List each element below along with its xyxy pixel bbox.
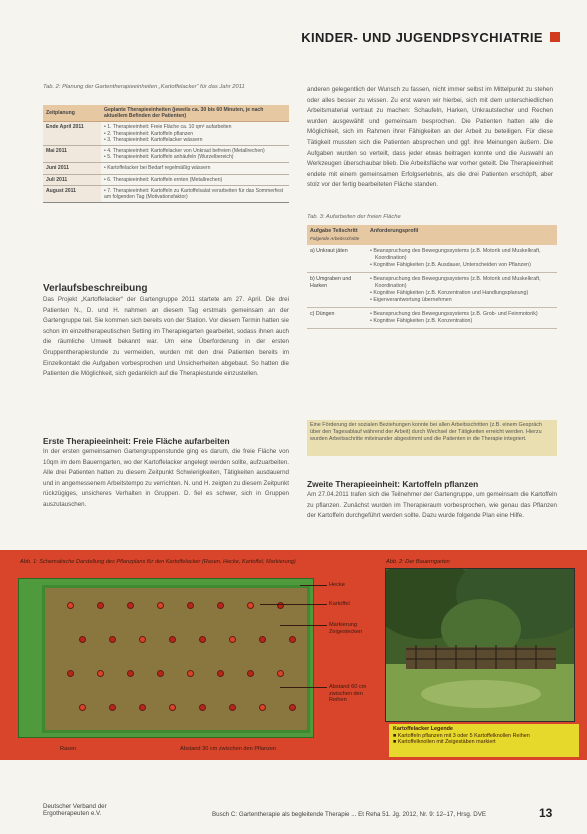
table2-unit-item: • 4. Therapieeinheit: Kartoffelacker von Unkraut befreien (Metallrechen) <box>104 148 265 155</box>
potato-plant-marker <box>217 670 224 677</box>
table2-unit-item: • 3. Therapieeinheit: Kartoffelacker wässern <box>104 136 203 143</box>
table3-profile-item: • Kognitive Fähigkeiten (z.B. Konzentration und Handlungsplanung) <box>370 290 529 296</box>
table2-unit-item: • 6. Therapieeinheit: Kartoffeln ernten (Metallrechen) <box>104 176 223 183</box>
potato-plant-marker <box>229 636 236 643</box>
label-rasen: Rasen <box>60 746 77 752</box>
legend-item-2: Kartoffelknollen mit Zeigestäben markiert <box>397 739 496 746</box>
paragraph-right-top: anderen gelegentlich der Wunsch zu fassen, nicht immer selbst im Mittelpunkt zu stehen oder alles besser zu wissen. Zu erst waren wir hierbei, sich mit dem unterschiedlichen Arbeitsmaterial vertraut zu machen: Schaufeln, Harken, Unkrautstecher und Rechen wurden ausgewählt und gemeinsam besprochen. Die Patienten hatten alle die Möglichkeit, sich im Rahmen ihrer Fähigkeiten an der Arbeit zu beteiligen. Für diese Tätigkeit mussten sich die Patienten absprechen und ggf. ihre Meinungen äußern. Die Aufgaben wurden so verteilt, dass jeder etwas beitragen konnte und die Auswahl an Werkzeugen überschaubar blieb. Die Arbeitsfläche war vorher geteilt. Die Therapieeinheit endete mit einem gemeinsamen Erfolgserlebnis, als die drei Patienten erschöpft, aber stolz vor der fertig bearbeiteten Fläche standen. <box>307 86 553 189</box>
table2-unit-item: • Kartoffelacker bei Bedarf regelmäßig wässern <box>104 165 211 172</box>
table3-cell-task: a) Unkraut jäten <box>307 245 367 273</box>
paragraph-zweite-einheit: Am 27.04.2011 trafen sich die Teilnehmer der Gartengruppe, um gemeinsam die Kartoffeln zu pflanzen. Zunächst wurden im Therapieraum vorbesprochen, wie genau das Pflanzen der Kartoffeln durchgeführt werden sollte. Dazu wurde folgende Plan eine Hilfe. <box>307 491 557 520</box>
leader-kartoffel <box>260 604 327 605</box>
leader-abstand <box>280 687 327 688</box>
potato-plant-marker <box>127 670 134 677</box>
table3-header-task <box>307 225 367 245</box>
potato-plant-marker <box>259 704 266 711</box>
table3-cell-profile <box>367 273 557 308</box>
table2-header-units: Geplante Therapieeinheiten (jeweils ca. 30 bis 60 Minuten, je nach aktuellem Befinden der Patienten) <box>101 105 289 122</box>
potato-plant-marker <box>169 704 176 711</box>
label-markierung: Markierung Zeigestecken <box>329 622 363 635</box>
potato-plant-marker <box>277 670 284 677</box>
table3-row <box>307 308 557 329</box>
table2-cell-time: Mai 2011 <box>43 146 101 163</box>
table2-cell-units <box>101 163 289 174</box>
table2-row <box>43 174 289 185</box>
garden-photo-illustration <box>386 569 575 722</box>
legend-title: Kartoffelacker Legende <box>393 726 453 732</box>
label-abstand-pflanzen: Abstand 30 cm zwischen den Pflanzen <box>180 746 277 752</box>
section-title: KINDER- UND JUGENDPSYCHIATRIE <box>301 30 543 45</box>
label-kartoffel: Kartoffel <box>329 601 350 607</box>
label-abstand-reihen: Abstand 60 cm zwischen den Reihen <box>329 684 367 704</box>
figure2-caption: Abb. 2: Der Bauerngarten <box>386 559 450 565</box>
potato-plant-marker <box>229 704 236 711</box>
table2-cell-units <box>101 185 289 202</box>
table3-cell-task: c) Düngen <box>307 308 367 329</box>
potato-plant-marker <box>187 602 194 609</box>
potato-plant-marker <box>79 636 86 643</box>
table3-profile-item: • Kognitive Fähigkeiten (z.B. Konzentration) <box>370 318 473 324</box>
potato-plant-marker <box>289 704 296 711</box>
potato-plant-marker <box>97 602 104 609</box>
table2-cell-time: August 2011 <box>43 185 101 202</box>
table2-cell-time: Juli 2011 <box>43 174 101 185</box>
table2-cell-units <box>101 174 289 185</box>
potato-plant-marker <box>199 704 206 711</box>
table2-unit-item: • 2. Therapieeinheit: Kartoffeln pflanzen <box>104 130 194 137</box>
table3 <box>307 225 557 329</box>
potato-plant-marker <box>217 602 224 609</box>
legend-item: ■ Kartoffeln pflanzen mit 3 oder 5 Kartoffelknollen Reihen <box>393 732 530 739</box>
section-marker-square <box>550 32 560 42</box>
potato-plant-marker <box>139 636 146 643</box>
potato-plant-marker <box>79 704 86 711</box>
table3-cell-profile <box>367 308 557 329</box>
potato-plant-marker <box>67 670 74 677</box>
table2-cell-units <box>101 146 289 163</box>
table2 <box>43 105 289 203</box>
page-number: 13 <box>539 806 553 820</box>
table3-profile-item: • Kognitive Fähigkeiten (z.B. Ausdauer, Unterscheiden von Pflanzen) <box>370 262 531 268</box>
table2-row <box>43 163 289 174</box>
table3-row <box>307 245 557 273</box>
table3-note: Eine Förderung der sozialen Beziehungen konnte bei allen Arbeitsschritten (z.B. einem Gespräch über den Tagesablauf während der Arbeit) durch Wechsel der Tätigkeiten erreicht werden. Hierzu wurden Arbeitsschritte miteinander abgestimmt und die Patienten in die Therapie integriert. <box>307 420 557 456</box>
table3-cell-task: b) Umgraben und Harken <box>307 273 367 308</box>
potato-plant-marker <box>199 636 206 643</box>
table3-profile-item: • Beanspruchung des Bewegungssystems (z.B. Motorik und Muskelkraft, Koordination) <box>370 248 541 261</box>
table3-header-task-sub: Folgende Arbeitsschritte <box>310 236 360 241</box>
label-hecke: Hecke <box>329 582 345 588</box>
heading-erste-therapieeinheit: Erste Therapieeinheit: Freie Fläche aufarbeiten <box>43 436 230 446</box>
potato-plant-marker <box>97 670 104 677</box>
table2-cell-units <box>101 122 289 146</box>
potato-plant-marker <box>169 636 176 643</box>
paragraph-erste-einheit: In der ersten gemeinsamen Gartengruppenstunde ging es darum, die freie Fläche von 10qm im dem Bauerngarten, wo der Kartoffelacker angelegt werden sollte, aufzuarbeiten. Alle drei Patienten hatten zu diesem Zeitpunkt Schwierigkeiten, Tätigkeiten ausdauernd und in angemessenem Arbeitstempo zu verrichten. N. und H. zeigten zu diesem Zeitpunkt rückzügiges, unsicheres Verhalten in Gruppen. D. fiel es schwer, sich in Gruppen auszutauschen. <box>43 448 289 508</box>
heading-verlaufsbeschreibung: Verlaufsbeschreibung <box>43 283 148 294</box>
leader-hecke <box>300 585 327 586</box>
potato-plant-marker <box>157 670 164 677</box>
potato-field <box>42 585 310 733</box>
garden-photo <box>385 568 575 722</box>
footer-org-line2: Ergotherapeuten e.V. <box>43 810 102 818</box>
table3-profile-item: • Eigenverantwortung übernehmen <box>370 297 452 303</box>
legend-item-1: Kartoffeln pflanzen mit 3 oder 5 Kartoffelknollen Reihen <box>397 732 530 739</box>
legend-item: ■ Kartoffelknollen mit Zeigestäben markiert <box>393 739 496 746</box>
footer-citation: Busch C: Gartentherapie als begleitende Therapie ... Et Reha 51. Jg. 2012, Nr. 9: 12–17, Hrsg. DVE <box>212 811 487 818</box>
photo-legend <box>389 724 579 757</box>
potato-plant-marker <box>139 704 146 711</box>
table3-cell-profile <box>367 245 557 273</box>
table2-row <box>43 122 289 146</box>
table3-caption: Tab. 3: Aufarbeiten der freien Fläche <box>307 214 401 220</box>
table3-header-profile: Anforderungsprofil <box>367 225 557 245</box>
potato-plant-marker <box>157 602 164 609</box>
paragraph-verlauf: Das Projekt „Kartoffelacker“ der Gartengruppe 2011 startete am 27. April. Die drei Patienten N., D. und H. nahmen an diesem Tag erstmals gemeinsam an der Gartengruppe teil. Sie kommen sich bereits von der Station. Vor diesem Termin hatten sie schon im einzeltherapeutischen Setting im Therapiegarten gearbeitet, sodass ihnen auch die räumliche Umwelt bekannt war. Um eine Überforderung in der ersten Gruppentherapiestunde zu vermeiden, wurden mit den drei Patienten bereits im Einzelkontakt die Aufgaben vorbesprochen und Unsicherheiten abgebaut. So hatten die Patienten die Möglichkeit, sich gedanklich auf die Therapiestunde einzustellen. <box>43 296 289 378</box>
table2-unit-item: • 7. Therapieeinheit: Kartoffeln zu Kartoffelsalat verarbeiten für das Sommerfest am folgenden Tag (Motivationsfaktor) <box>104 187 284 201</box>
table2-unit-item: • 1. Therapieeinheit: Freie Fläche ca. 10 qm² aufarbeiten <box>104 124 232 131</box>
potato-plant-marker <box>187 670 194 677</box>
potato-plant-marker <box>289 636 296 643</box>
potato-plant-marker <box>67 602 74 609</box>
table2-row <box>43 185 289 202</box>
footer-org-line1: Deutscher Verband der <box>43 803 107 810</box>
table2-header-time: Zeitplanung <box>43 105 101 122</box>
table3-profile-item: • Beanspruchung des Bewegungssystems (z.B. Grob- und Feinmotorik) <box>370 311 538 317</box>
table3-header-task-label: Aufgabe Teilschritt <box>310 228 358 234</box>
heading-zweite-therapieeinheit: Zweite Therapieeinheit: Kartoffeln pflanzen <box>307 479 479 489</box>
table2-caption: Tab. 2: Planung der Gartentherapieeinheiten „Kartoffelacker“ für das Jahr 2011 <box>43 84 245 90</box>
table3-row <box>307 273 557 308</box>
potato-plant-marker <box>259 636 266 643</box>
potato-plant-marker <box>109 636 116 643</box>
figure1-caption: Abb. 1: Schematische Darstellung des Pflanzplans für den Kartoffelacker (Rasen, Hecke, Kartoffel, Markierung) <box>20 559 296 565</box>
potato-plant-marker <box>247 602 254 609</box>
table2-cell-time: Juni 2011 <box>43 163 101 174</box>
potato-plant-marker <box>247 670 254 677</box>
footer-org <box>43 803 107 818</box>
leader-markierung <box>280 625 327 626</box>
table2-cell-time: Ende April 2011 <box>43 122 101 146</box>
potato-plant-marker <box>109 704 116 711</box>
potato-plant-marker <box>127 602 134 609</box>
table2-row <box>43 146 289 163</box>
table2-unit-item: • 5. Therapieeinheit: Kartoffeln anhäufeln (Wurzelbereich) <box>104 154 234 161</box>
table3-profile-item: • Beanspruchung des Bewegungssystems (z.B. Motorik und Muskelkraft, Koordination) <box>370 276 541 289</box>
